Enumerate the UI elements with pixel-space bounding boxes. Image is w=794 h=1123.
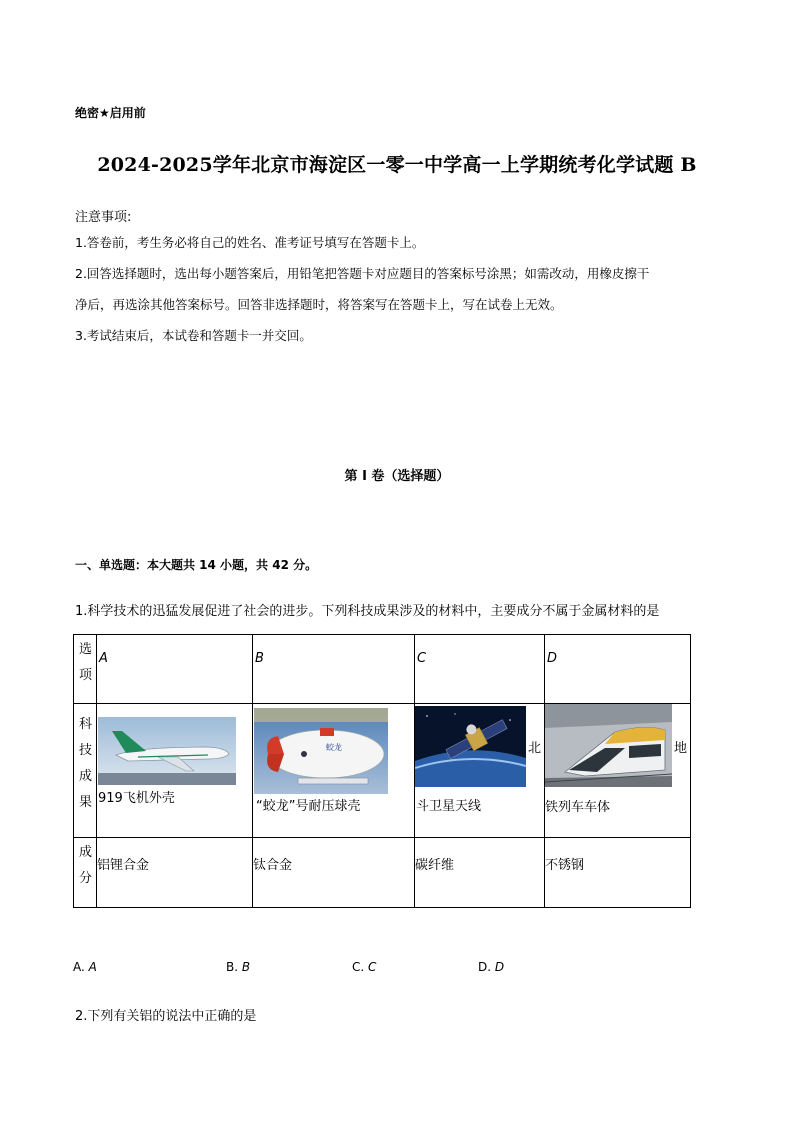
subway-train-image (545, 704, 672, 787)
notice-heading: 注意事项: (75, 210, 132, 225)
section-title: 第 I 卷（选择题） (344, 469, 450, 484)
part-heading: 一、单选题：本大题共 14 小题，共 42 分。 (75, 558, 318, 572)
svg-text:蛟龙: 蛟龙 (326, 743, 342, 752)
header-a: A (97, 635, 253, 704)
component-d: 不锈钢 (545, 838, 691, 908)
caption-d-prefix: 地 (674, 741, 688, 756)
caption-d: 铁列车车体 (545, 800, 611, 815)
answer-option-a: A. A (73, 960, 97, 974)
answer-option-d: D. D (478, 960, 505, 974)
airplane-image (98, 717, 236, 785)
question-2-stem: 2.下列有关铝的说法中正确的是 (75, 1009, 257, 1024)
caption-c: 斗卫星天线 (416, 799, 482, 814)
cell-b-image (253, 704, 415, 838)
caption-b: “蛟龙”号耐压球壳 (256, 799, 361, 814)
exam-title: 2024-2025学年北京市海淀区一零一中学高一上学期统考化学试题 B (97, 154, 697, 176)
component-a: 铝锂合金 (97, 838, 253, 908)
row-label-achievement: 科技成果 (74, 704, 97, 838)
question-1-stem: 1.科学技术的迅猛发展促进了社会的进步。下列科技成果涉及的材料中，主要成分不属于金属材料的是 (75, 604, 660, 619)
notice-item-1: 1.答卷前，考生务必将自己的姓名、准考证号填写在答题卡上。 (75, 235, 425, 250)
confidential-label: 绝密★启用前 (75, 106, 146, 120)
component-b: 钛合金 (253, 838, 415, 908)
submersible-image (254, 708, 388, 794)
header-c: C (415, 635, 545, 704)
answer-option-b: B. B (226, 960, 251, 974)
header-d: D (545, 635, 691, 704)
cell-a-image (97, 704, 253, 838)
cell-c-image (415, 704, 545, 838)
options-table (73, 634, 691, 908)
row-label-option: 选项 (74, 635, 97, 704)
component-c: 碳纤维 (415, 838, 545, 908)
notice-item-3: 3.考试结束后，本试卷和答题卡一并交回。 (75, 328, 312, 343)
caption-c-prefix: 北 (528, 741, 542, 756)
cell-d-image (545, 704, 691, 838)
satellite-image (415, 706, 526, 787)
row-label-component: 成分 (74, 838, 97, 908)
notice-item-2-cont: 净后，再选涂其他答案标号。回答非选择题时，将答案写在答题卡上，写在试卷上无效。 (75, 297, 563, 312)
header-b: B (253, 635, 415, 704)
answer-option-c: C. C (352, 960, 377, 974)
notice-item-2: 2.回答选择题时，选出每小题答案后，用铅笔把答题卡对应题目的答案标号涂黑；如需改动，用橡皮擦干 (75, 266, 650, 281)
caption-a: 919飞机外壳 (98, 791, 175, 806)
